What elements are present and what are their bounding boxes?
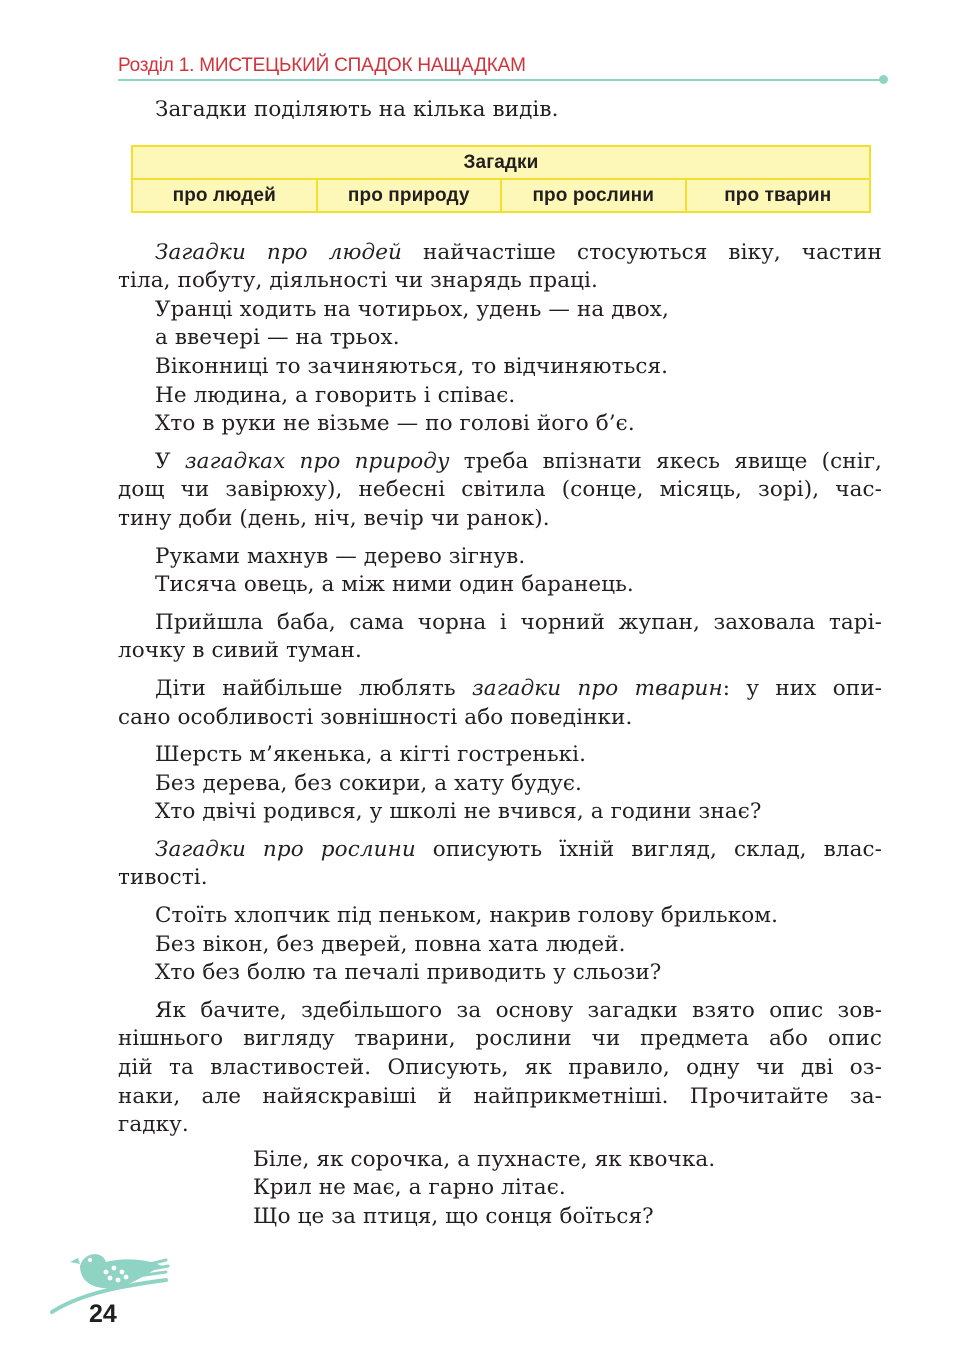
final-riddle [118, 1146, 882, 1232]
paragraph-text: : у них опи- [722, 675, 882, 701]
riddle-line: Хто двічі родився, у школі не вчився, а години знає? [155, 799, 762, 825]
emphasis: Загадки про рослини [155, 836, 416, 862]
paragraph-line [118, 448, 882, 477]
riddle-line: Хто в руки не візьме — по голові його б’є. [155, 411, 635, 437]
paragraph-line: сано особливості зовнішності або поведінки. [118, 704, 633, 730]
riddle-line: Тисяча овець, а між ними один баранець. [155, 572, 634, 598]
riddle-line: Без вікон, без дверей, повна хата людей. [155, 931, 626, 957]
page-content [118, 96, 882, 1232]
paragraph-line [118, 675, 882, 704]
page-number: 24 [89, 1300, 117, 1328]
header-rule [118, 79, 882, 81]
paragraph-line: наки, але найяскравіші й найприкметніші. Прочитайте за- [118, 1083, 882, 1109]
emphasis: загадки про тварин [471, 675, 723, 701]
riddle-line: Стоїть хлопчик під пеньком, накрив голову брильком. [155, 903, 779, 929]
section-animals [118, 675, 882, 827]
riddle-types-table [131, 145, 871, 213]
paragraph-line: тіла, побуту, діяльності чи знарядь праці. [118, 268, 598, 294]
riddle-line: Шерсть м’якенька, а кігті гостренькі. [155, 742, 587, 768]
paragraph-text: найчастіше стосуються віку, частин [402, 239, 882, 265]
header-rule-dot [879, 75, 888, 84]
paragraph-line: дій та властивостей. Описують, як правило, одну чи дві оз- [118, 1055, 882, 1081]
riddle-line: Віконниці то зачиняються, то відчиняються. [155, 353, 669, 379]
table-cell: про природу [316, 180, 501, 211]
section-plants [118, 836, 882, 988]
riddle-line: Прийшла баба, сама чорна і чорний жупан, заховала тарі- [155, 609, 882, 635]
table-cell: про тварин [685, 180, 870, 211]
table-cell: про рослини [500, 180, 685, 211]
table-cell: про людей [172, 184, 276, 206]
table-row [133, 180, 869, 211]
paragraph-line: нішнього вигляду тварини, рослини чи предмета або опис [118, 1026, 882, 1052]
riddle-line: Уранці ходить на чотирьох, удень — на двох, [155, 296, 669, 322]
riddle-line: Не людина, а говорить і співає. [155, 382, 516, 408]
riddle-line: Без дерева, без сокири, а хату будує. [155, 770, 582, 796]
emphasis: Загадки про людей [155, 239, 402, 265]
riddle-line: Біле, як сорочка, а пухнасте, як квочка. [253, 1146, 716, 1172]
riddle-line: Крил не має, а гарно літає. [253, 1175, 566, 1201]
paragraph-text: У [155, 448, 185, 474]
riddle-line: Що це за птиця, що сонця боїться? [253, 1204, 654, 1229]
paragraph-line: гадку. [118, 1112, 189, 1138]
paragraph-text: описують їхній вигляд, склад, влас- [415, 836, 882, 862]
section-nature [118, 448, 882, 666]
table-title: Загадки [133, 147, 869, 180]
section-people [118, 239, 882, 439]
paragraph-text: Діти найбільше люблять [155, 675, 472, 701]
paragraph-line [118, 836, 882, 865]
paragraph-line: тивості. [118, 865, 208, 891]
chapter-header: Розділ 1. МИСТЕЦЬКИЙ СПАДОК НАЩАДКАМ [118, 55, 526, 76]
riddle-line: лочку в сивий туман. [118, 638, 362, 664]
paragraph-line: дощ чи завірюху), небесні світила (сонце, місяць, зорі), час- [118, 477, 882, 503]
paragraph-line: тину доби (день, ніч, вечір чи ранок). [118, 505, 550, 531]
paragraph-line: Як бачите, здебільшого за основу загадки взято опис зов- [155, 997, 882, 1023]
riddle-line: Хто без болю та печалі приводить у сльози? [155, 960, 662, 986]
emphasis: загадках про природу [184, 448, 450, 474]
intro-text: Загадки поділяють на кілька видів. [155, 97, 559, 122]
riddle-line: а ввечері — на трьох. [155, 325, 400, 351]
riddle-line: Руками махнув — дерево зігнув. [155, 543, 526, 569]
section-summary [118, 997, 882, 1140]
paragraph-text: треба впізнати якесь явище (сніг, [449, 448, 882, 474]
paragraph-line [118, 239, 882, 268]
